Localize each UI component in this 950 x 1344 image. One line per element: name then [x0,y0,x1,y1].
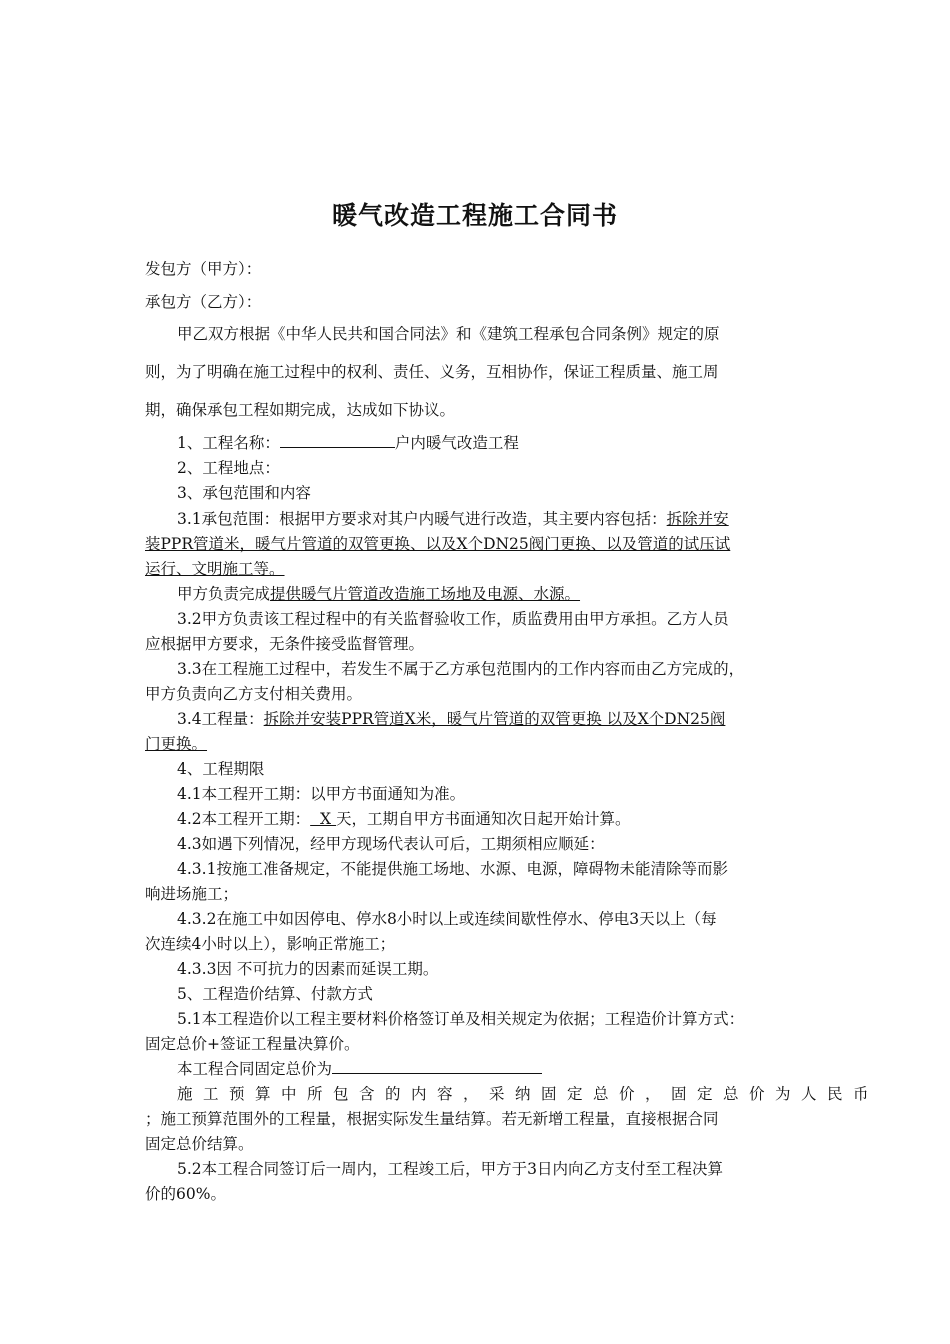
total-price-label: 本工程合同固定总价为 [177,1060,333,1078]
budget-line-3: 固定总价结算。 [145,1135,254,1153]
section-2-location: 2、工程地点： [177,459,280,477]
clause-3-1-line-2: 装PPR管道米，暖气片管道的双管更换、以及X个DN25阀门更换、以及管道的试压试 [145,535,731,553]
project-name-blank[interactable] [280,432,395,448]
clause-3-3-line-1: 3.3在工程施工过程中，若发生不属于乙方承包范围内的工作内容而由乙方完成的， [177,660,745,678]
clause-3-1-line-3: 运行、文明施工等。 [145,560,285,578]
party-a-duty-line [177,582,580,604]
clause-3-1-line-1 [177,507,729,529]
intro-line-1: 甲乙双方根据《中华人民共和国合同法》和《建筑工程承包合同条例》规定的原 [177,325,720,343]
clause-4-2-rest: 天，工期自甲方书面通知次日起开始计算。 [335,810,631,828]
intro-line-2: 则，为了明确在施工过程中的权利、责任、义务，互相协作，保证工程质量、施工周 [145,363,719,381]
section-5-heading: 5、工程造价结算、付款方式 [177,985,373,1003]
clause-4-2-label: 4.2本工程开工期： [177,810,311,828]
total-price-line [177,1057,542,1079]
party-b-line: 承包方（乙方）： [145,293,262,311]
section-1-suffix: 户内暖气改造工程 [394,434,519,452]
clause-4-3-2-line-2: 次连续4小时以上），影响正常施工； [145,935,396,953]
clause-4-1: 4.1本工程开工期：以甲方书面通知为准。 [177,785,466,803]
clause-4-3-1-line-2: 响进场施工； [145,885,239,903]
clause-4-3-2-line-1: 4.3.2在施工中如因停电、停水8小时以上或连续间歇性停水、停电3天以上（每 [177,910,717,928]
total-price-blank[interactable] [332,1058,542,1074]
clause-3-2-line-1: 3.2甲方负责该工程过程中的有关监督验收工作，质监费用由甲方承担。乙方人员 [177,610,729,628]
intro-line-3: 期，确保承包工程如期完成，达成如下协议。 [145,401,456,419]
clause-3-4-label: 3.4工程量： [177,710,264,728]
section-3-heading: 3、承包范围和内容 [177,484,311,502]
clause-4-3: 4.3如遇下列情况，经甲方现场代表认可后，工期须相应顺延： [177,835,605,853]
clause-3-4-line-2: 门更换。 [145,735,208,753]
clause-5-1-line-1: 5.1本工程造价以工程主要材料价格签订单及相关规定为依据；工程造价计算方式： [177,1010,745,1028]
clause-3-2-line-2: 应根据甲方要求，无条件接受监督管理。 [145,635,425,653]
clause-3-1-underlined: 拆除并安 [666,510,729,528]
clause-3-4-line-1 [177,707,725,729]
clause-3-1-text: 3.1承包范围：根据甲方要求对其户内暖气进行改造，其主要内容包括： [177,510,667,528]
clause-5-1-line-2: 固定总价+签证工程量决算价。 [145,1035,360,1053]
budget-line-1-text: 施工预算中所包含的内容，采纳固定总价，固定总价为人民币 [177,1085,880,1103]
section-1-project-name [177,431,519,453]
clause-5-2-line-2: 价的60%。 [145,1185,226,1203]
document-title: 暖气改造工程施工合同书 [331,201,618,230]
party-a-line: 发包方（甲方）： [145,260,262,278]
clause-4-2 [177,807,631,829]
clause-3-3-line-2: 甲方负责向乙方支付相关费用。 [145,685,363,703]
section-1-label: 1、工程名称： [177,434,280,452]
clause-4-3-3: 4.3.3因 不可抗力的因素而延误工期。 [177,960,439,978]
budget-line-2: ；施工预算范围外的工程量，根据实际发生量结算。若无新增工程量，直接根据合同 [145,1110,719,1128]
clause-3-4-underlined: 拆除并安装PPR管道X米，暖气片管道的双管更换 以及X个DN25阀 [263,710,726,728]
section-4-heading: 4、工程期限 [177,760,265,778]
budget-line-1 [177,1082,880,1104]
clause-5-2-line-1: 5.2本工程合同签订后一周内，工程竣工后，甲方于3日内向乙方支付至工程决算 [177,1160,724,1178]
duration-days-value[interactable]: X [310,810,336,828]
clause-4-3-1-line-1: 4.3.1按施工准备规定，不能提供施工场地、水源、电源，障碍物未能清除等而影 [177,860,728,878]
party-a-duty-underlined: 提供暖气片管道改造施工场地及电源、水源。 [270,585,581,603]
party-a-duty-label: 甲方负责完成 [177,585,271,603]
